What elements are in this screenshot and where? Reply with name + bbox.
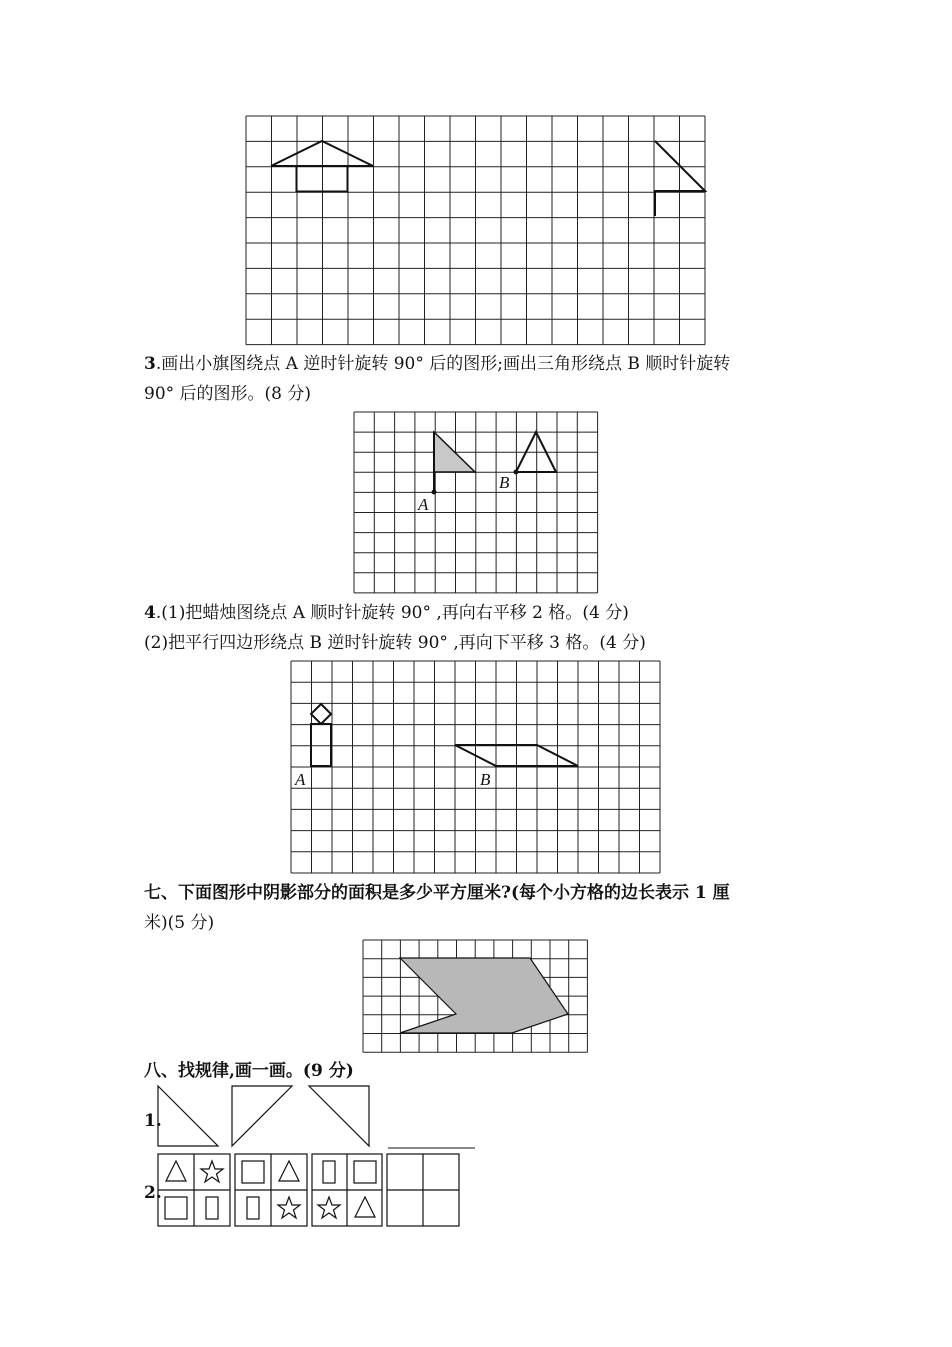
- q3-text-line2: 90° 后的图形。(8 分): [144, 384, 312, 404]
- square-icon: [165, 1197, 187, 1219]
- pattern-triangle-2: [232, 1086, 292, 1146]
- section7-title: 七、下面图形中阴影部分的面积是多少平方厘米?(每个小方格的边长表示 1 厘: [144, 883, 730, 903]
- q3-point-a-label: A: [418, 495, 429, 514]
- rectangle-icon: [323, 1161, 335, 1183]
- q3-text-line1: 3.画出小旗图绕点 A 逆时针旋转 90° 后的图形;画出三角形绕点 B 顺时针旋转: [144, 354, 731, 374]
- rectangle-icon: [206, 1197, 218, 1219]
- rectangle-icon: [247, 1197, 259, 1219]
- q4-text-line1: 4.(1)把蜡烛图绕点 A 顺时针旋转 90° ,再向右平移 2 格。(4 分): [144, 603, 629, 623]
- q4-point-b-label: B: [480, 770, 491, 789]
- star-icon: [278, 1197, 300, 1218]
- section7-title-line2: 米)(5 分): [144, 913, 215, 933]
- q4-point-a-label: A: [295, 770, 306, 789]
- pattern-item-1-label: 1.: [144, 1111, 162, 1131]
- section8-title: 八、找规律,画一画。(9 分): [144, 1061, 354, 1081]
- pattern-item-2-label: 2.: [144, 1183, 162, 1203]
- pattern-triangle-1: [158, 1086, 218, 1146]
- triangle-icon: [355, 1197, 375, 1217]
- square-icon: [242, 1161, 264, 1183]
- q3-point-b-label: B: [499, 473, 510, 492]
- pattern-triangle-3: [309, 1086, 369, 1146]
- triangle-icon: [279, 1161, 299, 1181]
- star-icon: [318, 1197, 340, 1218]
- q4-text-line2: (2)把平行四边形绕点 B 逆时针旋转 90° ,再向下平移 3 格。(4 分): [144, 633, 646, 653]
- star-icon: [201, 1161, 223, 1182]
- square-icon: [354, 1161, 376, 1183]
- triangle-icon: [166, 1161, 186, 1181]
